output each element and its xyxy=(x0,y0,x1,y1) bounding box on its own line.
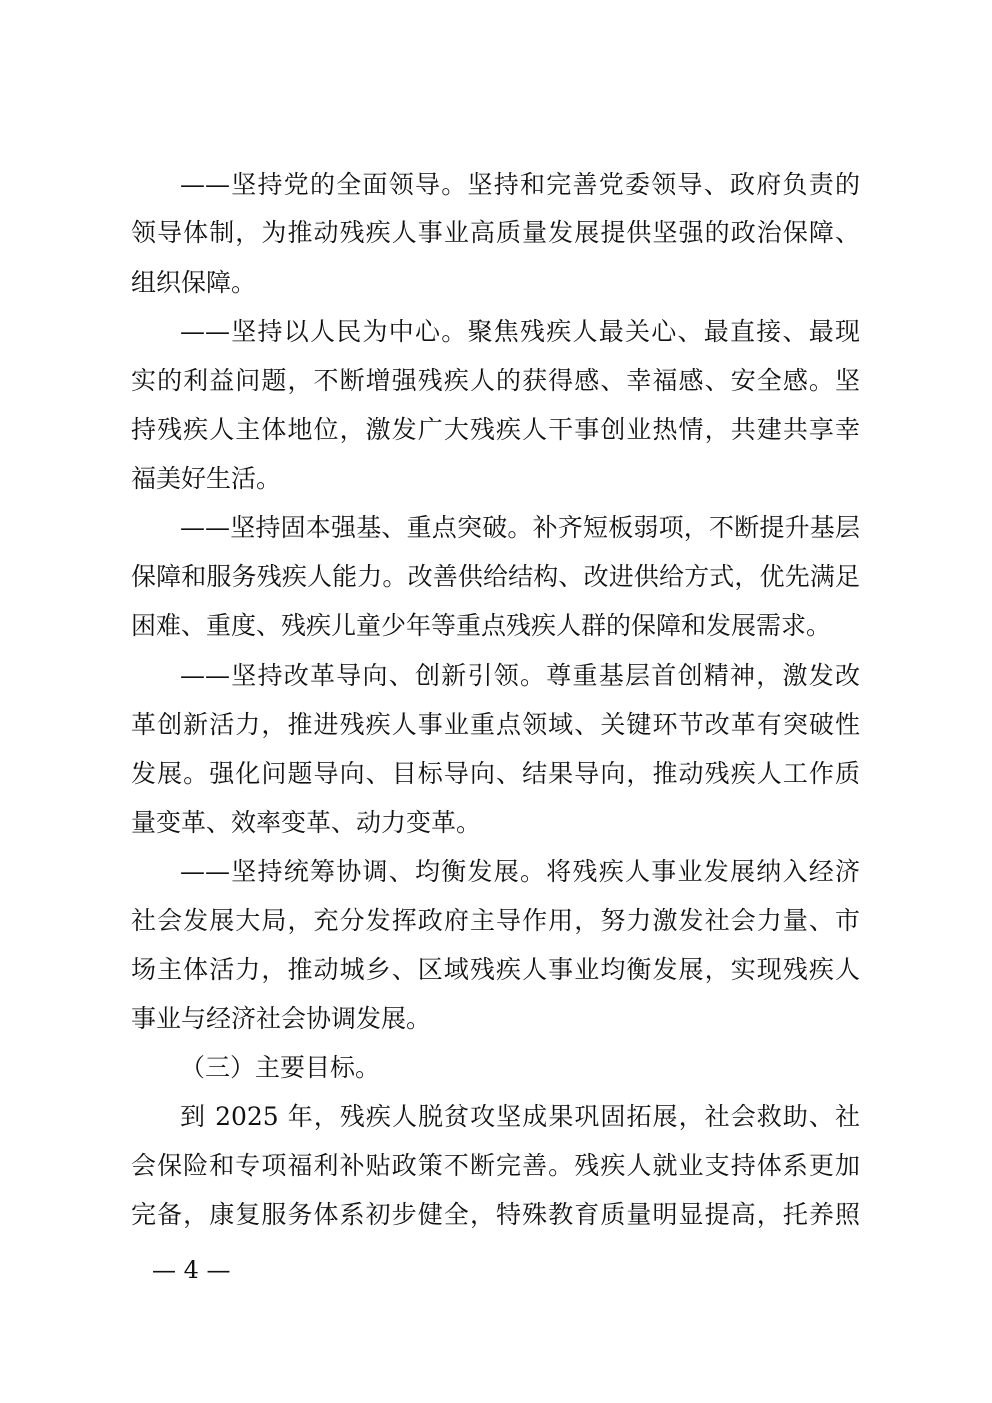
text-line: ——坚持党的全面领导。坚持和完善党委领导、政府负责的 xyxy=(180,170,860,199)
text-line: 福美好生活。 xyxy=(131,464,282,493)
text-line: ——坚持固本强基、重点突破。补齐短板弱项，不断提升基层 xyxy=(180,513,860,542)
text-line: 持残疾人主体地位，激发广大残疾人干事创业热情，共建共享幸 xyxy=(131,415,860,444)
text-line: 保障和服务残疾人能力。改善供给结构、改进供给方式，优先满足 xyxy=(131,562,860,591)
text-line: 革创新活力，推进残疾人事业重点领域、关键环节改革有突破性 xyxy=(131,710,860,739)
text-line: ——坚持以人民为中心。聚焦残疾人最关心、最直接、最现 xyxy=(180,317,860,346)
text-line: ——坚持统筹协调、均衡发展。将残疾人事业发展纳入经济 xyxy=(180,857,860,886)
text-line: 领导体制，为推动残疾人事业高质量发展提供坚强的政治保障、 xyxy=(131,218,860,247)
text-line: 量变革、效率变革、动力变革。 xyxy=(131,808,482,837)
text-line: 完备，康复服务体系初步健全，特殊教育质量明显提高，托养照 xyxy=(131,1200,860,1229)
section-heading: （三）主要目标。 xyxy=(180,1053,381,1082)
text-line: 组织保障。 xyxy=(131,268,257,297)
text-line: 实的利益问题，不断增强残疾人的获得感、幸福感、安全感。坚 xyxy=(131,366,860,395)
text-line: 会保险和专项福利补贴政策不断完善。残疾人就业支持体系更加 xyxy=(131,1151,860,1180)
text-line: 场主体活力，推动城乡、区域残疾人事业均衡发展，实现残疾人 xyxy=(131,955,860,984)
text-line: 困难、重度、残疾儿童少年等重点残疾人群的保障和发展需求。 xyxy=(131,611,832,640)
text-line: 到 2025 年，残疾人脱贫攻坚成果巩固拓展，社会救助、社 xyxy=(180,1102,860,1131)
text-line: 发展。强化问题导向、目标导向、结果导向，推动残疾人工作质 xyxy=(131,759,860,788)
text-line: 社会发展大局，充分发挥政府主导作用，努力激发社会力量、市 xyxy=(131,906,860,935)
text-line: 事业与经济社会协调发展。 xyxy=(131,1004,432,1033)
text-line: ——坚持改革导向、创新引领。尊重基层首创精神，激发改 xyxy=(180,661,860,690)
page-number: — 4 — xyxy=(152,1256,231,1284)
